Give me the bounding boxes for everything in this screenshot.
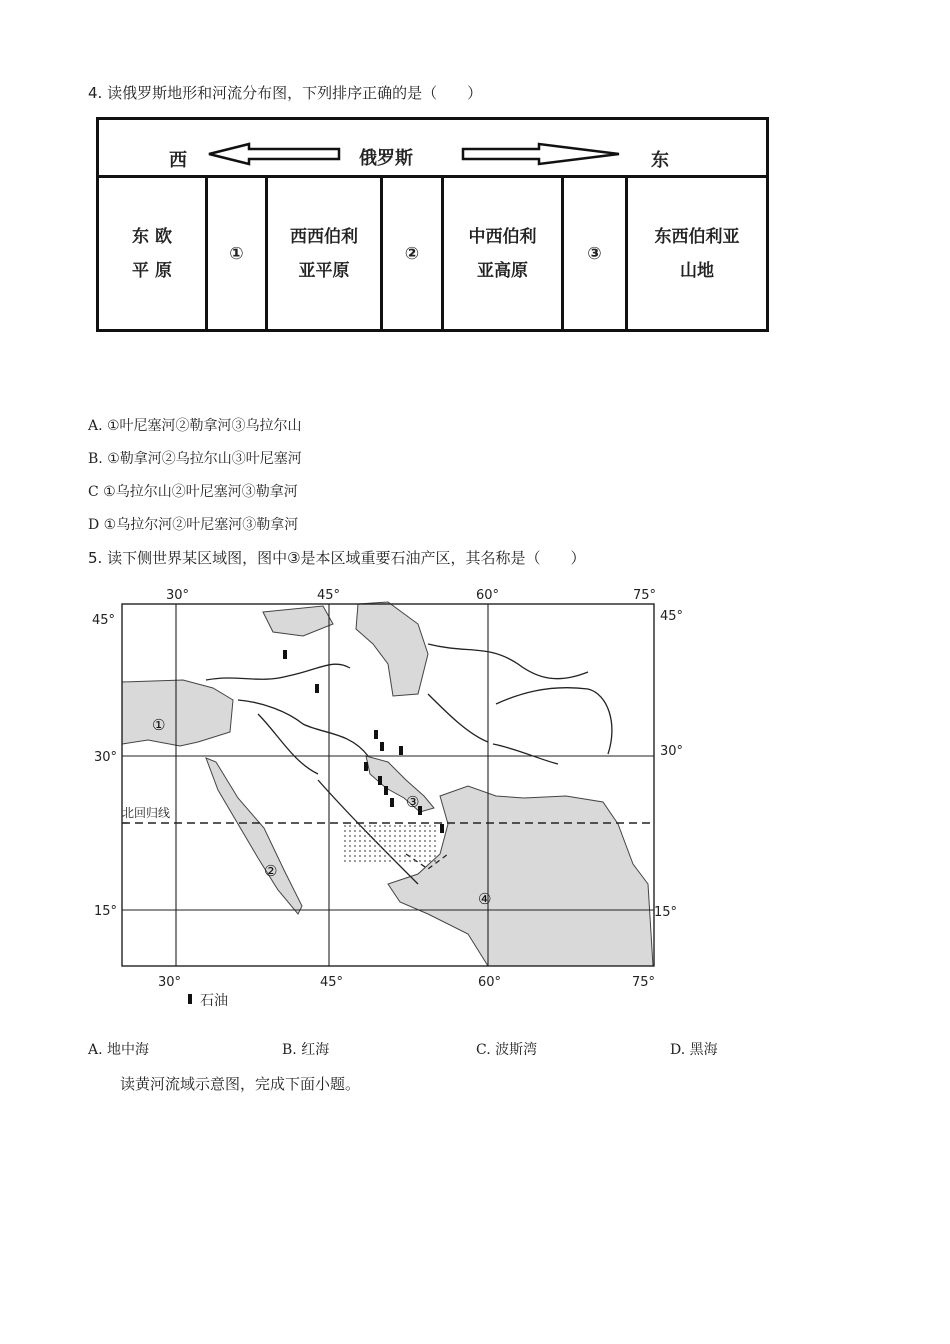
- lat-right-15: 15°: [654, 905, 678, 920]
- west-label: 西: [169, 150, 187, 171]
- question-number: 5: [88, 549, 98, 567]
- lon-top-60: 60°: [476, 588, 500, 603]
- lat-left-45: 45°: [92, 613, 116, 628]
- russia-terrain-table: [96, 117, 769, 332]
- legend-label: 石油: [200, 993, 228, 1009]
- question-text: 读俄罗斯地形和河流分布图，下列排序正确的是（ ）: [107, 84, 483, 102]
- east-label: 东: [651, 150, 669, 171]
- q5-option-c[interactable]: C. 波斯湾: [476, 1042, 538, 1058]
- red-sea: [206, 758, 302, 914]
- table-header: [99, 120, 766, 178]
- q4-option-a[interactable]: A. ①叶尼塞河②勒拿河③乌拉尔山: [88, 418, 302, 434]
- cell-central-siberian-plateau: 中西伯利 亚高原: [444, 178, 564, 329]
- q4-option-d[interactable]: D ①乌拉尔河②叶尼塞河③勒拿河: [88, 517, 299, 533]
- persian-gulf: [366, 756, 434, 812]
- lon-top-75: 75°: [633, 588, 657, 603]
- lat-left-15: 15°: [94, 904, 118, 919]
- marker-1: ①: [152, 716, 166, 734]
- q5-option-a[interactable]: A. 地中海: [88, 1042, 150, 1058]
- marker-4: ④: [478, 890, 492, 908]
- lat-right-45: 45°: [660, 609, 684, 624]
- arrow-east-icon: [461, 142, 621, 166]
- marker-3: ③: [406, 793, 420, 811]
- lon-bottom-30: 30°: [158, 975, 182, 990]
- lon-top-30: 30°: [166, 588, 190, 603]
- caspian-sea: [356, 602, 428, 696]
- sea-areas: [122, 602, 653, 966]
- cell-marker-1: ①: [208, 178, 268, 329]
- lat-left-30: 30°: [94, 750, 118, 765]
- lon-bottom-60: 60°: [478, 975, 502, 990]
- cell-marker-2: ②: [383, 178, 444, 329]
- q5-option-b[interactable]: B. 红海: [282, 1042, 330, 1058]
- lon-top-45: 45°: [317, 588, 341, 603]
- q4-option-b[interactable]: B. ①勒拿河②乌拉尔山③叶尼塞河: [88, 451, 302, 467]
- desert-stipple: [343, 824, 438, 862]
- oil-legend-icon: [188, 994, 192, 1004]
- cell-marker-3: ③: [564, 178, 628, 329]
- question-text: 读下侧世界某区域图，图中③是本区域重要石油产区，其名称是（ ）: [107, 549, 586, 567]
- marker-2: ②: [264, 862, 278, 880]
- arrow-west-icon: [207, 142, 341, 166]
- q5-option-d[interactable]: D. 黑海: [670, 1042, 718, 1058]
- mediterranean-sea: [122, 680, 233, 746]
- lat-right-30: 30°: [660, 744, 684, 759]
- black-sea: [263, 606, 333, 636]
- russia-label: 俄罗斯: [359, 148, 413, 169]
- q4-option-c[interactable]: C ①乌拉尔山②叶尼塞河③勒拿河: [88, 484, 298, 500]
- section-intro: 读黄河流域示意图，完成下面小题。: [120, 1075, 361, 1093]
- question-number: 4: [88, 84, 98, 102]
- region-map: [88, 584, 708, 1014]
- cell-east-siberian-mountains: 东西伯利亚 山地: [654, 226, 740, 281]
- question-4-stem: 4. 读俄罗斯地形和河流分布图，下列排序正确的是（ ）: [88, 84, 483, 102]
- lon-bottom-75: 75°: [632, 975, 656, 990]
- arabian-sea: [388, 786, 653, 966]
- cell-west-siberian-plain: 西西伯利 亚平原: [268, 178, 383, 329]
- tropic-label: 北回归线: [122, 806, 171, 820]
- lon-bottom-45: 45°: [320, 975, 344, 990]
- question-5-stem: 5. 读下侧世界某区域图，图中③是本区域重要石油产区，其名称是（ ）: [88, 549, 586, 567]
- cell-east-european-plain: 东 欧 平 原: [99, 178, 208, 329]
